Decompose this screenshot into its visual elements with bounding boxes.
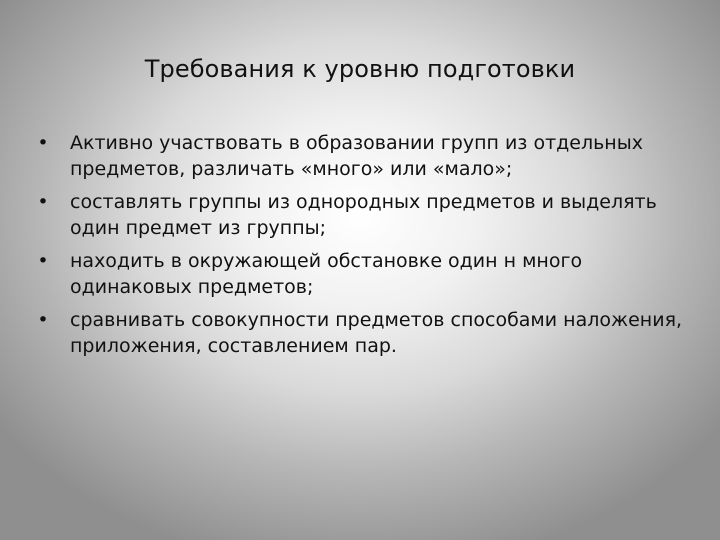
bullet-dot-icon: • [37, 309, 49, 331]
bullet-item [36, 248, 686, 300]
bullet-item [36, 189, 686, 241]
slide-content [36, 130, 686, 366]
bullet-text: находить в окружающей обстановке один н много одинаковых предметов; [70, 250, 583, 298]
bullet-list [36, 130, 686, 359]
bullet-dot-icon: • [37, 132, 49, 154]
bullet-item [36, 130, 686, 182]
bullet-dot-icon: • [37, 250, 49, 272]
bullet-text: Активно участвовать в образовании групп из отдельных предметов, различать «много» или «мало»; [70, 132, 643, 180]
slide-title: Требования к уровню подготовки [144, 55, 576, 83]
bullet-text: сравнивать совокупности предметов способами наложения, приложения, составлением пар. [70, 309, 683, 357]
bullet-item [36, 307, 686, 359]
bullet-text: составлять группы из однородных предметов и выделять один предмет из группы; [70, 191, 657, 239]
bullet-dot-icon: • [37, 191, 49, 213]
